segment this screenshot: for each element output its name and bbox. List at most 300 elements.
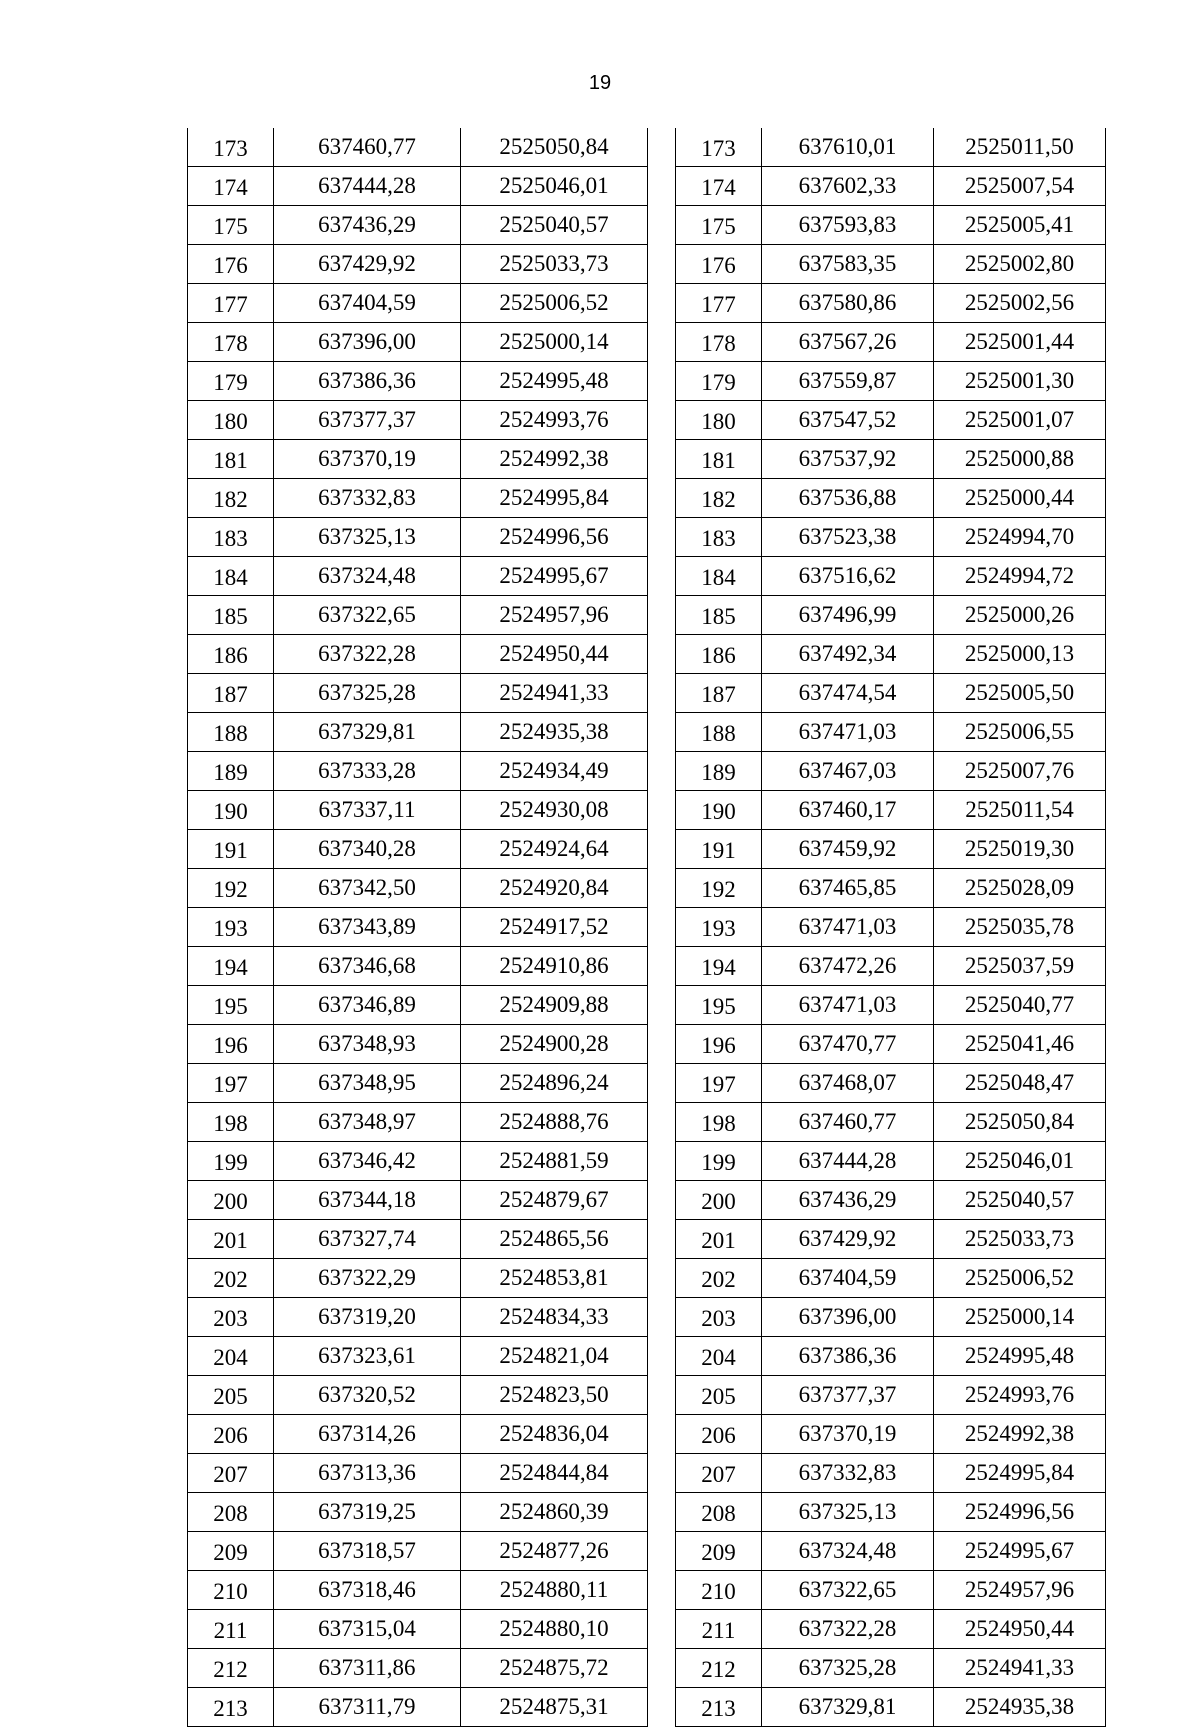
- y-coordinate-cell: 2524930,08: [461, 791, 648, 830]
- table-row: [188, 674, 648, 713]
- y-coordinate-cell: 2525046,01: [461, 167, 648, 206]
- table-row: [188, 596, 648, 635]
- y-coordinate-cell: 2525006,52: [461, 284, 648, 323]
- y-coordinate-cell: 2525040,77: [934, 986, 1106, 1025]
- table-row: [188, 1298, 648, 1337]
- y-coordinate-cell: 2525011,50: [934, 128, 1106, 167]
- y-coordinate-cell: 2524941,33: [934, 1649, 1106, 1688]
- table-row: [676, 635, 1106, 674]
- y-coordinate-cell: 2524853,81: [461, 1259, 648, 1298]
- table-row: [676, 1415, 1106, 1454]
- x-coordinate-cell: 637444,28: [274, 167, 461, 206]
- x-coordinate-cell: 637342,50: [274, 869, 461, 908]
- x-coordinate-cell: 637315,04: [274, 1610, 461, 1649]
- table-row: [676, 1610, 1106, 1649]
- y-coordinate-cell: 2524910,86: [461, 947, 648, 986]
- y-coordinate-cell: 2525001,07: [934, 401, 1106, 440]
- point-number-cell: 187: [676, 674, 762, 713]
- coordinates-table-left: [187, 128, 648, 1727]
- x-coordinate-cell: 637311,79: [274, 1688, 461, 1727]
- x-coordinate-cell: 637436,29: [762, 1181, 934, 1220]
- y-coordinate-cell: 2524995,48: [461, 362, 648, 401]
- table-row: [188, 635, 648, 674]
- x-coordinate-cell: 637567,26: [762, 323, 934, 362]
- y-coordinate-cell: 2525048,47: [934, 1064, 1106, 1103]
- table-row: [676, 1493, 1106, 1532]
- y-coordinate-cell: 2524992,38: [934, 1415, 1106, 1454]
- point-number-cell: 174: [188, 167, 274, 206]
- table-row: [188, 362, 648, 401]
- point-number-cell: 177: [188, 284, 274, 323]
- x-coordinate-cell: 637324,48: [762, 1532, 934, 1571]
- y-coordinate-cell: 2524900,28: [461, 1025, 648, 1064]
- table-row: [188, 713, 648, 752]
- x-coordinate-cell: 637319,25: [274, 1493, 461, 1532]
- x-coordinate-cell: 637346,42: [274, 1142, 461, 1181]
- point-number-cell: 209: [676, 1532, 762, 1571]
- y-coordinate-cell: 2524880,10: [461, 1610, 648, 1649]
- table-row: [188, 1649, 648, 1688]
- x-coordinate-cell: 637311,86: [274, 1649, 461, 1688]
- table-row: [188, 1220, 648, 1259]
- point-number-cell: 198: [188, 1103, 274, 1142]
- point-number-cell: 210: [676, 1571, 762, 1610]
- point-number-cell: 204: [188, 1337, 274, 1376]
- table-row: [676, 1454, 1106, 1493]
- table-row: [676, 1142, 1106, 1181]
- x-coordinate-cell: 637436,29: [274, 206, 461, 245]
- table-row: [188, 1103, 648, 1142]
- x-coordinate-cell: 637474,54: [762, 674, 934, 713]
- point-number-cell: 203: [676, 1298, 762, 1337]
- point-number-cell: 205: [188, 1376, 274, 1415]
- point-number-cell: 206: [188, 1415, 274, 1454]
- point-number-cell: 200: [188, 1181, 274, 1220]
- y-coordinate-cell: 2525050,84: [461, 128, 648, 167]
- x-coordinate-cell: 637332,83: [762, 1454, 934, 1493]
- x-coordinate-cell: 637348,95: [274, 1064, 461, 1103]
- table-row: [676, 1376, 1106, 1415]
- table-row: [188, 128, 648, 167]
- y-coordinate-cell: 2524875,72: [461, 1649, 648, 1688]
- x-coordinate-cell: 637444,28: [762, 1142, 934, 1181]
- x-coordinate-cell: 637348,93: [274, 1025, 461, 1064]
- table-row: [188, 284, 648, 323]
- point-number-cell: 178: [188, 323, 274, 362]
- x-coordinate-cell: 637337,11: [274, 791, 461, 830]
- table-row: [676, 791, 1106, 830]
- point-number-cell: 176: [188, 245, 274, 284]
- x-coordinate-cell: 637471,03: [762, 986, 934, 1025]
- x-coordinate-cell: 637348,97: [274, 1103, 461, 1142]
- table-row: [676, 518, 1106, 557]
- point-number-cell: 180: [188, 401, 274, 440]
- y-coordinate-cell: 2525005,41: [934, 206, 1106, 245]
- point-number-cell: 208: [188, 1493, 274, 1532]
- table-row: [188, 1532, 648, 1571]
- point-number-cell: 211: [188, 1610, 274, 1649]
- table-row: [676, 362, 1106, 401]
- table-row: [676, 908, 1106, 947]
- y-coordinate-cell: 2524996,56: [461, 518, 648, 557]
- y-coordinate-cell: 2525041,46: [934, 1025, 1106, 1064]
- point-number-cell: 194: [676, 947, 762, 986]
- point-number-cell: 202: [676, 1259, 762, 1298]
- x-coordinate-cell: 637471,03: [762, 908, 934, 947]
- point-number-cell: 199: [188, 1142, 274, 1181]
- point-number-cell: 188: [188, 713, 274, 752]
- x-coordinate-cell: 637320,52: [274, 1376, 461, 1415]
- point-number-cell: 185: [676, 596, 762, 635]
- y-coordinate-cell: 2525011,54: [934, 791, 1106, 830]
- y-coordinate-cell: 2524934,49: [461, 752, 648, 791]
- y-coordinate-cell: 2524957,96: [934, 1571, 1106, 1610]
- y-coordinate-cell: 2524996,56: [934, 1493, 1106, 1532]
- table-row: [188, 1376, 648, 1415]
- table-row: [188, 1688, 648, 1727]
- point-number-cell: 212: [188, 1649, 274, 1688]
- x-coordinate-cell: 637327,74: [274, 1220, 461, 1259]
- point-number-cell: 204: [676, 1337, 762, 1376]
- table-row: [188, 479, 648, 518]
- y-coordinate-cell: 2524935,38: [461, 713, 648, 752]
- x-coordinate-cell: 637593,83: [762, 206, 934, 245]
- y-coordinate-cell: 2524834,33: [461, 1298, 648, 1337]
- point-number-cell: 213: [676, 1688, 762, 1727]
- y-coordinate-cell: 2524879,67: [461, 1181, 648, 1220]
- x-coordinate-cell: 637314,26: [274, 1415, 461, 1454]
- point-number-cell: 197: [676, 1064, 762, 1103]
- table-row: [188, 323, 648, 362]
- table-row: [676, 284, 1106, 323]
- x-coordinate-cell: 637333,28: [274, 752, 461, 791]
- table-row: [188, 440, 648, 479]
- y-coordinate-cell: 2525000,14: [934, 1298, 1106, 1337]
- point-number-cell: 201: [188, 1220, 274, 1259]
- x-coordinate-cell: 637346,89: [274, 986, 461, 1025]
- table-row: [188, 167, 648, 206]
- x-coordinate-cell: 637386,36: [762, 1337, 934, 1376]
- table-row: [188, 1337, 648, 1376]
- x-coordinate-cell: 637340,28: [274, 830, 461, 869]
- x-coordinate-cell: 637322,29: [274, 1259, 461, 1298]
- x-coordinate-cell: 637344,18: [274, 1181, 461, 1220]
- point-number-cell: 209: [188, 1532, 274, 1571]
- x-coordinate-cell: 637329,81: [762, 1688, 934, 1727]
- y-coordinate-cell: 2524993,76: [461, 401, 648, 440]
- point-number-cell: 186: [188, 635, 274, 674]
- y-coordinate-cell: 2525001,44: [934, 323, 1106, 362]
- table-row: [188, 557, 648, 596]
- y-coordinate-cell: 2524994,70: [934, 518, 1106, 557]
- point-number-cell: 193: [676, 908, 762, 947]
- x-coordinate-cell: 637332,83: [274, 479, 461, 518]
- point-number-cell: 176: [676, 245, 762, 284]
- x-coordinate-cell: 637322,28: [762, 1610, 934, 1649]
- x-coordinate-cell: 637386,36: [274, 362, 461, 401]
- table-row: [676, 401, 1106, 440]
- x-coordinate-cell: 637459,92: [762, 830, 934, 869]
- point-number-cell: 206: [676, 1415, 762, 1454]
- y-coordinate-cell: 2525040,57: [934, 1181, 1106, 1220]
- point-number-cell: 185: [188, 596, 274, 635]
- y-coordinate-cell: 2525040,57: [461, 206, 648, 245]
- point-number-cell: 183: [676, 518, 762, 557]
- x-coordinate-cell: 637404,59: [762, 1259, 934, 1298]
- point-number-cell: 179: [676, 362, 762, 401]
- x-coordinate-cell: 637602,33: [762, 167, 934, 206]
- x-coordinate-cell: 637559,87: [762, 362, 934, 401]
- table-row: [676, 206, 1106, 245]
- point-number-cell: 203: [188, 1298, 274, 1337]
- table-row: [188, 947, 648, 986]
- point-number-cell: 210: [188, 1571, 274, 1610]
- y-coordinate-cell: 2524877,26: [461, 1532, 648, 1571]
- y-coordinate-cell: 2524995,84: [461, 479, 648, 518]
- point-number-cell: 202: [188, 1259, 274, 1298]
- y-coordinate-cell: 2525046,01: [934, 1142, 1106, 1181]
- x-coordinate-cell: 637370,19: [762, 1415, 934, 1454]
- x-coordinate-cell: 637492,34: [762, 635, 934, 674]
- x-coordinate-cell: 637583,35: [762, 245, 934, 284]
- table-row: [676, 323, 1106, 362]
- table-row: [676, 167, 1106, 206]
- coordinates-table-right: [675, 128, 1106, 1727]
- table-row: [676, 479, 1106, 518]
- table-row: [676, 440, 1106, 479]
- table-row: [188, 1259, 648, 1298]
- y-coordinate-cell: 2524995,67: [461, 557, 648, 596]
- x-coordinate-cell: 637467,03: [762, 752, 934, 791]
- table-row: [676, 1220, 1106, 1259]
- x-coordinate-cell: 637325,28: [762, 1649, 934, 1688]
- table-row: [188, 830, 648, 869]
- point-number-cell: 197: [188, 1064, 274, 1103]
- y-coordinate-cell: 2524823,50: [461, 1376, 648, 1415]
- x-coordinate-cell: 637537,92: [762, 440, 934, 479]
- point-number-cell: 174: [676, 167, 762, 206]
- table-row: [676, 1259, 1106, 1298]
- table-row: [676, 1298, 1106, 1337]
- point-number-cell: 175: [188, 206, 274, 245]
- point-number-cell: 198: [676, 1103, 762, 1142]
- point-number-cell: 184: [188, 557, 274, 596]
- x-coordinate-cell: 637429,92: [762, 1220, 934, 1259]
- y-coordinate-cell: 2524935,38: [934, 1688, 1106, 1727]
- x-coordinate-cell: 637496,99: [762, 596, 934, 635]
- y-coordinate-cell: 2525000,44: [934, 479, 1106, 518]
- table-row: [188, 1493, 648, 1532]
- x-coordinate-cell: 637460,77: [762, 1103, 934, 1142]
- x-coordinate-cell: 637325,13: [274, 518, 461, 557]
- x-coordinate-cell: 637377,37: [762, 1376, 934, 1415]
- point-number-cell: 207: [676, 1454, 762, 1493]
- y-coordinate-cell: 2525000,14: [461, 323, 648, 362]
- y-coordinate-cell: 2524860,39: [461, 1493, 648, 1532]
- y-coordinate-cell: 2524992,38: [461, 440, 648, 479]
- x-coordinate-cell: 637343,89: [274, 908, 461, 947]
- point-number-cell: 195: [188, 986, 274, 1025]
- y-coordinate-cell: 2524941,33: [461, 674, 648, 713]
- table-row: [676, 1103, 1106, 1142]
- table-row: [676, 1181, 1106, 1220]
- table-row: [188, 1142, 648, 1181]
- table-row: [188, 1181, 648, 1220]
- x-coordinate-cell: 637329,81: [274, 713, 461, 752]
- y-coordinate-cell: 2524836,04: [461, 1415, 648, 1454]
- x-coordinate-cell: 637370,19: [274, 440, 461, 479]
- table-row: [188, 908, 648, 947]
- point-number-cell: 179: [188, 362, 274, 401]
- point-number-cell: 182: [676, 479, 762, 518]
- table-row: [676, 596, 1106, 635]
- table-row: [188, 518, 648, 557]
- point-number-cell: 192: [676, 869, 762, 908]
- point-number-cell: 184: [676, 557, 762, 596]
- point-number-cell: 196: [188, 1025, 274, 1064]
- table-row: [188, 401, 648, 440]
- table-row: [676, 986, 1106, 1025]
- y-coordinate-cell: 2524865,56: [461, 1220, 648, 1259]
- y-coordinate-cell: 2525000,88: [934, 440, 1106, 479]
- point-number-cell: 175: [676, 206, 762, 245]
- y-coordinate-cell: 2525002,56: [934, 284, 1106, 323]
- table-row: [676, 752, 1106, 791]
- x-coordinate-cell: 637470,77: [762, 1025, 934, 1064]
- y-coordinate-cell: 2525033,73: [461, 245, 648, 284]
- table-row: [676, 1337, 1106, 1376]
- point-number-cell: 190: [676, 791, 762, 830]
- point-number-cell: 191: [676, 830, 762, 869]
- point-number-cell: 189: [676, 752, 762, 791]
- point-number-cell: 212: [676, 1649, 762, 1688]
- x-coordinate-cell: 637523,38: [762, 518, 934, 557]
- y-coordinate-cell: 2524995,48: [934, 1337, 1106, 1376]
- point-number-cell: 191: [188, 830, 274, 869]
- y-coordinate-cell: 2525000,13: [934, 635, 1106, 674]
- x-coordinate-cell: 637460,17: [762, 791, 934, 830]
- x-coordinate-cell: 637460,77: [274, 128, 461, 167]
- point-number-cell: 173: [188, 128, 274, 167]
- x-coordinate-cell: 637396,00: [274, 323, 461, 362]
- table-row: [676, 1532, 1106, 1571]
- point-number-cell: 178: [676, 323, 762, 362]
- y-coordinate-cell: 2524995,84: [934, 1454, 1106, 1493]
- table-row: [188, 1454, 648, 1493]
- point-number-cell: 208: [676, 1493, 762, 1532]
- x-coordinate-cell: 637516,62: [762, 557, 934, 596]
- point-number-cell: 190: [188, 791, 274, 830]
- x-coordinate-cell: 637346,68: [274, 947, 461, 986]
- x-coordinate-cell: 637396,00: [762, 1298, 934, 1337]
- y-coordinate-cell: 2524909,88: [461, 986, 648, 1025]
- point-number-cell: 181: [188, 440, 274, 479]
- x-coordinate-cell: 637319,20: [274, 1298, 461, 1337]
- table-row: [676, 1571, 1106, 1610]
- point-number-cell: 199: [676, 1142, 762, 1181]
- y-coordinate-cell: 2524957,96: [461, 596, 648, 635]
- y-coordinate-cell: 2524896,24: [461, 1064, 648, 1103]
- x-coordinate-cell: 637404,59: [274, 284, 461, 323]
- y-coordinate-cell: 2525033,73: [934, 1220, 1106, 1259]
- y-coordinate-cell: 2525028,09: [934, 869, 1106, 908]
- table-row: [188, 245, 648, 284]
- y-coordinate-cell: 2524994,72: [934, 557, 1106, 596]
- point-number-cell: 207: [188, 1454, 274, 1493]
- point-number-cell: 192: [188, 869, 274, 908]
- table-row: [676, 947, 1106, 986]
- table-row: [676, 557, 1106, 596]
- point-number-cell: 181: [676, 440, 762, 479]
- table-row: [188, 791, 648, 830]
- x-coordinate-cell: 637547,52: [762, 401, 934, 440]
- point-number-cell: 182: [188, 479, 274, 518]
- x-coordinate-cell: 637377,37: [274, 401, 461, 440]
- y-coordinate-cell: 2524821,04: [461, 1337, 648, 1376]
- x-coordinate-cell: 637318,46: [274, 1571, 461, 1610]
- table-row: [188, 1025, 648, 1064]
- table-row: [188, 752, 648, 791]
- x-coordinate-cell: 637322,65: [274, 596, 461, 635]
- x-coordinate-cell: 637325,13: [762, 1493, 934, 1532]
- y-coordinate-cell: 2525037,59: [934, 947, 1106, 986]
- y-coordinate-cell: 2524995,67: [934, 1532, 1106, 1571]
- table-row: [188, 1064, 648, 1103]
- x-coordinate-cell: 637323,61: [274, 1337, 461, 1376]
- page-number: 19: [588, 72, 612, 94]
- point-number-cell: 201: [676, 1220, 762, 1259]
- y-coordinate-cell: 2524844,84: [461, 1454, 648, 1493]
- point-number-cell: 200: [676, 1181, 762, 1220]
- table-row: [188, 1571, 648, 1610]
- point-number-cell: 189: [188, 752, 274, 791]
- y-coordinate-cell: 2524924,64: [461, 830, 648, 869]
- y-coordinate-cell: 2525002,80: [934, 245, 1106, 284]
- x-coordinate-cell: 637465,85: [762, 869, 934, 908]
- point-number-cell: 177: [676, 284, 762, 323]
- y-coordinate-cell: 2524993,76: [934, 1376, 1106, 1415]
- table-row: [188, 206, 648, 245]
- table-row: [676, 245, 1106, 284]
- x-coordinate-cell: 637313,36: [274, 1454, 461, 1493]
- x-coordinate-cell: 637468,07: [762, 1064, 934, 1103]
- y-coordinate-cell: 2524888,76: [461, 1103, 648, 1142]
- table-row: [676, 830, 1106, 869]
- y-coordinate-cell: 2525001,30: [934, 362, 1106, 401]
- x-coordinate-cell: 637472,26: [762, 947, 934, 986]
- y-coordinate-cell: 2525035,78: [934, 908, 1106, 947]
- y-coordinate-cell: 2524880,11: [461, 1571, 648, 1610]
- x-coordinate-cell: 637322,65: [762, 1571, 934, 1610]
- y-coordinate-cell: 2525050,84: [934, 1103, 1106, 1142]
- point-number-cell: 188: [676, 713, 762, 752]
- y-coordinate-cell: 2524917,52: [461, 908, 648, 947]
- x-coordinate-cell: 637536,88: [762, 479, 934, 518]
- x-coordinate-cell: 637471,03: [762, 713, 934, 752]
- table-row: [676, 1025, 1106, 1064]
- y-coordinate-cell: 2525007,54: [934, 167, 1106, 206]
- point-number-cell: 186: [676, 635, 762, 674]
- y-coordinate-cell: 2524881,59: [461, 1142, 648, 1181]
- table-row: [676, 1649, 1106, 1688]
- table-row: [676, 1064, 1106, 1103]
- y-coordinate-cell: 2525007,76: [934, 752, 1106, 791]
- y-coordinate-cell: 2525019,30: [934, 830, 1106, 869]
- y-coordinate-cell: 2524875,31: [461, 1688, 648, 1727]
- y-coordinate-cell: 2525006,52: [934, 1259, 1106, 1298]
- x-coordinate-cell: 637318,57: [274, 1532, 461, 1571]
- point-number-cell: 195: [676, 986, 762, 1025]
